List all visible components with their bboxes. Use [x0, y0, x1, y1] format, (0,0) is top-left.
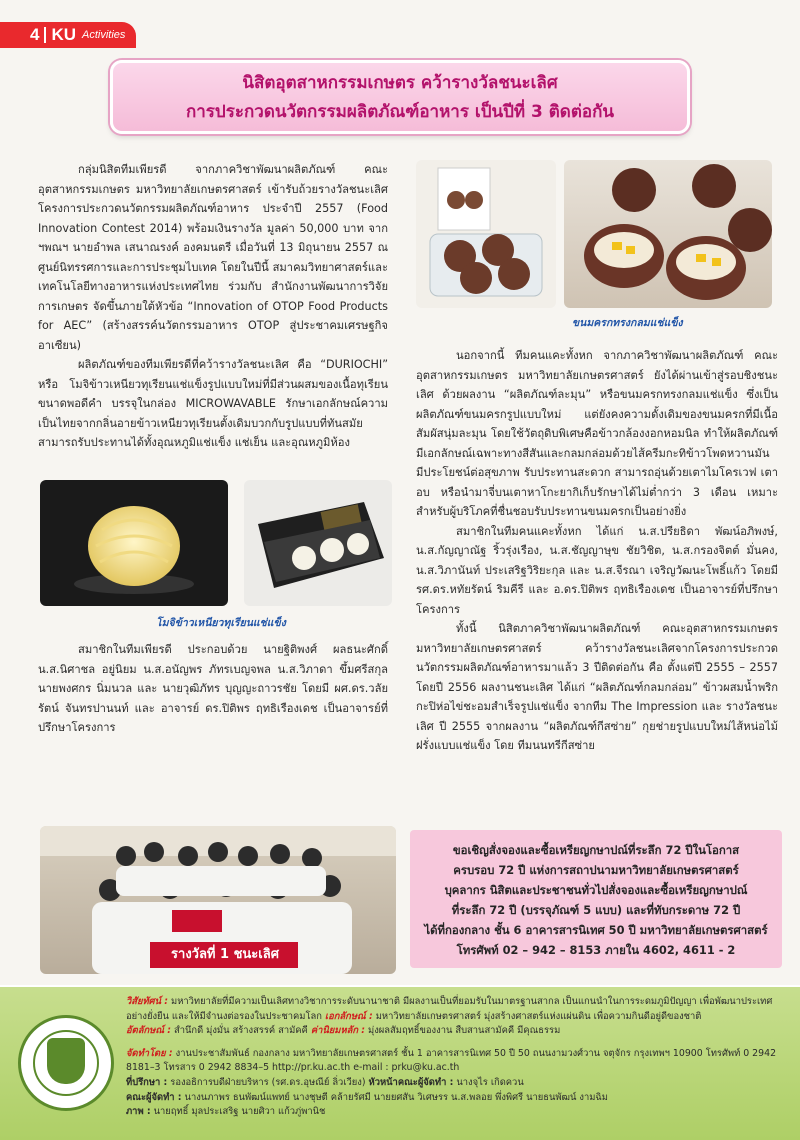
khanom-box-illustration [416, 160, 556, 308]
paragraph-second-team-members: สมาชิกในทีมคนแคะทั้งหก ได้แก่ น.ส.ปรียธิดา พัฒน์อภิพงษ์, น.ส.กัญญาณัฐ ริ้วรุ่งเรือง, น.ส.ชัญญาษุข ชัยวิชิต, น.ส.กรองจิตต์ มั่นคง, น.ส.วิภานันท์ ประเสริฐวิริยะกุล และ น.ส.จีรณา เจริญวัฒนะโพธิ์แก้ว โดยมี รศ.ดร.หทัยรัตน์ ริมคีรี และ อ.ดร.ปิติพร ฤทธิเรืองเดช เป็นอาจารย์ที่ปรึกษาโครงการ [416, 524, 778, 616]
character-label: อัตลักษณ์ : [126, 1025, 172, 1037]
paragraph-team-members: สมาชิกในทีมเพียรดี ประกอบด้วย นายฐิติพงศ์ ผลธนะศักดิ์ น.ส.นิศาชล อยู่นิยม น.ส.อนัญพร ภัทรเบญจพล น.ส.วิภาดา ขึ้มศรีสกุล นายพงศกร นิ่มนวล และ นายวุฒิภัทร บุญญะถาวรชัย โดยมี ผศ.ดร.วลัยรัตน์ จันทรปานนท์ และ อาจารย์ ดร.ปิติพร ฤทธิเรืองเดช เป็นอาจารย์ที่ปรึกษาโครงการ [38, 643, 388, 734]
editor-label: หัวหน้าคณะผู้จัดทำ : [368, 1076, 454, 1088]
article-title-line1: นิสิตอุตสาหกรรมเกษตร คว้ารางวัลชนะเลิศ [242, 73, 558, 93]
values-text: มุ่งผลสัมฤทธิ์ของงาน สืบสานสามัคคี มีคุณธรรม [368, 1025, 561, 1037]
photo-label: ภาพ : [126, 1106, 151, 1118]
article-title-line2: การประกวดนวัตกรรมผลิตภัณฑ์อาหาร เป็นปีที่ 3 ติดต่อกัน [185, 102, 615, 122]
footer-character-row [126, 1024, 788, 1039]
footer-team-row [126, 1091, 788, 1106]
award-sign: รางวัลที่ 1 ชนะเลิศ [171, 947, 279, 962]
photo-text: นายฤทธิ์ มุลประเสริฐ นายศิวา แก้วภู่พานิช [153, 1106, 326, 1118]
khanom-krok-closeup-photo [564, 160, 772, 308]
paragraph-intro: กลุ่มนิสิตทีมเพียรดี จากภาควิชาพัฒนาผลิตภัณฑ์ คณะอุตสาหกรรมเกษตร มหาวิทยาลัยเกษตรศาสตร์ เข้ารับถ้วยรางวัลชนะเลิศ โครงการประกวดนวัตกรรมผลิตภัณฑ์อาหาร ประจำปี 2557 (Food Innovation Contest 2014) พร้อมเงินรางวัล มูลค่า 50,000 บาท จาก ฯพณฯ นายอำพล เสนาณรงค์ องคมนตรี เมื่อวันที่ 13 มิถุนายน 2557 ณ ศูนย์นิทรรศการและการประชุมไบเทค โดยในปีนี้ สมาคมวิทยาศาสตร์และเทคโนโลยีทางอาหารแห่งประเทศไทย ร่วมกับ สำนักงานพัฒนาการวิจัยการเกษตร จัดขึ้นภายใต้หัวข้อ “Innovation of OTOP Food Products for AEC” (สร้างสรรค์นวัตกรรมอาหาร OTOP สู่ประชาคมเศรษฐกิจอาเซียน) [38, 163, 388, 352]
page-footer [0, 985, 800, 1140]
section-name: KU [51, 25, 77, 44]
seal-emblem [47, 1038, 85, 1084]
org-text: งานประชาสัมพันธ์ กองกลาง มหาวิทยาลัยเกษตรศาสตร์ ชั้น 1 อาคารสารนิเทศ 50 ปี 50 ถนนงามวงศ์วาน จตุจักร กรุงเทพฯ 10900 โทรศัพท์ 0 2942 8181–3 โทรสาร 0 2942 8834–5 http://pr.ku.ac.th e-mail : prku@ku.ac.th [126, 1047, 777, 1074]
mochi-box-photo [244, 480, 392, 606]
footer-advisor-row [126, 1076, 788, 1091]
section-subtitle: Activities [82, 29, 126, 41]
footer-org-row [126, 1047, 788, 1076]
identity-text: มหาวิทยาลัยเกษตรศาสตร์ มุ่งสร้างศาสตร์แห่งแผ่นดิน เพื่อความกินดีอยู่ดีของชาติ [375, 1010, 702, 1022]
identity-label: เอกลักษณ์ : [324, 1010, 373, 1022]
team-label: คณะผู้จัดทำ : [126, 1091, 182, 1103]
mochi-box-illustration [244, 480, 392, 606]
award-team-photo [40, 826, 396, 974]
page-header [0, 0, 800, 48]
left-column-intro [38, 160, 388, 453]
order-line-6: โทรศัพท์ 02 – 942 – 8153 ภายใน 4602, 4611 - 2 [456, 943, 736, 957]
article-title-box [110, 60, 690, 134]
page-number: 4 [30, 25, 40, 44]
paragraph-second-team: นอกจากนี้ ทีมคนแคะทั้งหก จากภาควิชาพัฒนาผลิตภัณฑ์ คณะอุตสาหกรรมเกษตร มหาวิทยาลัยเกษตรศาสตร์ ยังได้ผ่านเข้าสู่รอบชิงชนะเลิศ ด้วยผลงาน “ผลิตภัณฑ์ละมุน” หรือขนมครกทรงกลมแช่แข็ง ซึ่งเป็นผลิตภัณฑ์ขนมครกรูปแบบใหม่ แต่ยังคงความดั้งเดิมของขนมครกที่มีเนื้อสัมผัสนุ่มละมุน โดยใช้วัตถุดิบพิเศษคือข้าวกล้องงอกหอมนิล ทำให้ผลิตภัณฑ์มีเอกลักษณ์เฉพาะทางสีสันและกลมกล่อมด้วยไส้ครีมกะทิข้าวโพดหวานมัน มีประโยชน์ต่อสุขภาพ รับประทานสะดวก สามารถอุ่นด้วยเตาไมโครเวฟ เตาอบ หรือนำมาจี่บนเตาหาโกะยากิเก็บรักษาได้ไม่ต่ำกว่า 3 เดือน เหมาะสำหรับผู้บริโภคที่ชื่นชอบรับประทานขนมครกเป็นอย่างยิ่ง [416, 349, 778, 518]
khanom-krok-box-photo [416, 160, 556, 308]
order-line-1: ขอเชิญสั่งจองและซื้อเหรียญกษาปณ์ที่ระลึก 72 ปีในโอกาส [452, 843, 740, 857]
khanom-closeup-illustration [564, 160, 772, 308]
footer-vision-row [126, 995, 788, 1024]
order-line-2: ครบรอบ 72 ปี แห่งการสถาปนามหาวิทยาลัยเกษตรศาสตร์ [453, 863, 739, 877]
mochi-photo [40, 480, 228, 606]
vision-text: มหาวิทยาลัยที่มีความเป็นเลิศทางวิชาการระดับนานาชาติ มีผลงานเป็นที่ยอมรับในมาตรฐานสากล เป็นแกนนำในการระดมภูมิปัญญา เพื่อพัฒนาประเทศอย่างยั่งยืน และให้มีจำนงต่อรองในประชาคมโลก [126, 996, 773, 1022]
order-line-5: ได้ที่กองกลาง ชั้น 6 อาคารสารนิเทศ 50 ปี มหาวิทยาลัยเกษตรศาสตร์ [424, 923, 768, 937]
advisor-label: ที่ปรึกษา : [126, 1076, 168, 1088]
tab-divider [44, 27, 46, 43]
org-label: จัดทำโดย : [126, 1047, 173, 1059]
section-tab [0, 22, 136, 48]
coin-order-box [410, 830, 782, 968]
character-text: สำนึกดี มุ่งมั่น สร้างสรรค์ สามัคคี [174, 1025, 308, 1037]
university-seal-icon [18, 1015, 114, 1111]
order-line-4: ที่ระลึก 72 ปี (บรรจุภัณฑ์ 5 แบบ) และที่ทับกระดาษ 72 ปี [451, 903, 741, 917]
paragraph-product: ผลิตภัณฑ์ของทีมเพียรดีที่คว้ารางวัลชนะเลิศ คือ “DURIOCHI” หรือ โมจิข้าวเหนียวทุเรียนแช่แข็งรูปแบบใหม่ที่มีส่วนผสมของเนื้อทุเรียนขนาดพอดีคำ บรรจุในกล่อง MICROWAVABLE รักษาเอกลักษณ์ความเป็นไทยจากกลิ่นอายข้าวเหนียวทุเรียนตั้งเดิมบวกกับรูปแบบที่ทันสมัย สามารถรับประทานได้ทั้งอุณหภูมิแช่แข็ง แช่เย็น และอุณหภูมิห้อง [38, 358, 388, 449]
right-column-text [416, 346, 778, 756]
order-line-3: บุคลากร นิสิตและประชาชนทั่วไปสั่งจองและซื้อเหรียญกษาปณ์ [444, 883, 748, 897]
mochi-caption: โมจิข้าวเหนียวทุเรียนแช่แข็ง [156, 617, 286, 629]
editor-text: นางจุไร เกิดควน [456, 1076, 524, 1088]
team-text: นางนภาพร ธนพัฒน์แพทย์ นางชุษตี คล้ายรัศมี นายยศสัน วิเศษรร น.ส.พลอย พึ่งพิศรี นายธนพัฒน์ งามฉิม [184, 1091, 608, 1103]
vision-label: วิสัยทัศน์ : [126, 996, 169, 1007]
footer-photo-row [126, 1105, 788, 1120]
khanom-krok-caption: ขนมครกทรงกลมแช่แข็ง [572, 317, 683, 329]
mochi-illustration [40, 480, 228, 606]
values-label: ค่านิยมหลัก : [310, 1025, 366, 1037]
advisor-text: รองอธิการบดีฝ่ายบริหาร (รศ.ดร.อุษณีย์ ลิ่วเวียง) [170, 1076, 366, 1088]
left-column-members [38, 640, 388, 738]
paragraph-history: ทั้งนี้ นิสิตภาควิชาพัฒนาผลิตภัณฑ์ คณะอุตสาหกรรมเกษตร มหาวิทยาลัยเกษตรศาสตร์ คว้ารางวัลชนะเลิศจากโครงการประกวดนวัตกรรมผลิตภัณฑ์อาหารมาแล้ว 3 ปีติดต่อกัน คือ ตั้งแต่ปี 2555 – 2557 โดยปี 2556 ผลงานชนะเลิศ ได้แก่ “ผลิตภัณฑ์กลมกล่อม” ข้าวผสมน้ำพริกกะปิห่อไข่ชะอมสำเร็จรูปแช่แข็ง จากทีม The Impression และ รางวัลชนะเลิศ ปี 2555 จากผลงาน “ผลิตภัณฑ์กีสซ่าย” กุยช่ายรูปแบบใหม่ไส้หน่อไม้ฝรั่งแบบแช่แข็ง โดย ทีมนนทรีกีสซ่าย [416, 622, 778, 752]
footer-text [126, 995, 788, 1120]
